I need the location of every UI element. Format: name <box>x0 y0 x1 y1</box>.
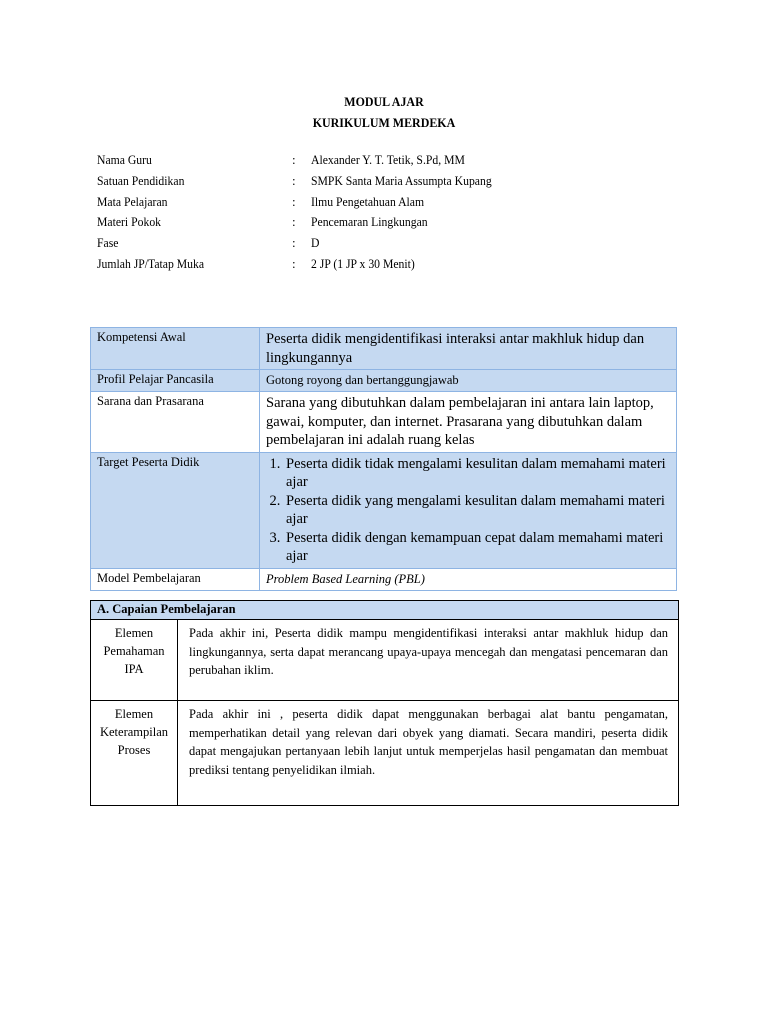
table-row <box>91 620 679 701</box>
row-label: Sarana dan Prasarana <box>91 392 260 453</box>
row-value: Sarana yang dibutuhkan dalam pembelajaran ini antara lain laptop, gawai, komputer, dan internet. Prasarana yang dibutuhkan dalam pembelajaran ini adalah ruang kelas <box>260 392 677 453</box>
info-value: Pencemaran Lingkungan <box>311 214 428 230</box>
row-label: Profil Pelajar Pancasila <box>91 370 260 392</box>
info-label: Materi Pokok <box>97 214 162 230</box>
document-subtitle: KURIKULUM MERDEKA <box>312 115 456 130</box>
table-row <box>91 452 677 568</box>
table-row <box>91 328 677 370</box>
element-name: Elemen Keterampilan Proses <box>91 701 178 806</box>
list-item: 3. Peserta didik dengan kemampuan cepat dalam memahami materi ajar <box>284 529 670 566</box>
table-row <box>91 568 677 590</box>
row-value: Problem Based Learning (PBL) <box>260 568 677 590</box>
info-label: Mata Pelajaran <box>97 193 168 209</box>
table-row <box>91 392 677 453</box>
list-item: 1. Peserta didik tidak mengalami kesulitan dalam memahami materi ajar <box>284 455 670 492</box>
info-value: Alexander Y. T. Tetik, S.Pd, MM <box>311 152 465 167</box>
document-title: MODUL AJAR <box>344 94 424 109</box>
table-row <box>91 370 677 392</box>
info-row-phase <box>97 233 617 254</box>
list-item: 2. Peserta didik yang mengalami kesulitan dalam memahami materi ajar <box>284 492 670 529</box>
info-colon: : <box>292 172 296 188</box>
info-row-hours <box>97 254 617 275</box>
identity-section <box>97 150 617 275</box>
table-row <box>91 701 679 806</box>
target-list <box>266 455 670 566</box>
info-value: SMPK Santa Maria Assumpta Kupang <box>311 172 492 188</box>
competency-table <box>90 327 677 591</box>
info-row-school <box>97 171 617 192</box>
info-colon: : <box>292 152 296 167</box>
row-label: Kompetensi Awal <box>91 328 260 370</box>
info-row-subject <box>97 192 617 213</box>
row-label: Model Pembelajaran <box>91 568 260 590</box>
info-value: 2 JP (1 JP x 30 Menit) <box>311 255 415 271</box>
section-heading: A. Capaian Pembelajaran <box>91 601 679 620</box>
info-colon: : <box>292 235 296 251</box>
info-label: Jumlah JP/Tatap Muka <box>97 255 205 271</box>
learning-outcomes-table <box>90 600 679 806</box>
table-header-row <box>91 601 679 620</box>
info-value: D <box>311 235 320 251</box>
row-value: Gotong royong dan bertanggungjawab <box>260 370 677 392</box>
info-colon: : <box>292 214 296 230</box>
info-label: Satuan Pendidikan <box>97 172 185 188</box>
row-value: Peserta didik mengidentifikasi interaksi antar makhluk hidup dan lingkungannya <box>260 328 677 370</box>
info-colon: : <box>292 255 296 271</box>
info-label: Fase <box>97 235 119 251</box>
row-value <box>260 452 677 568</box>
element-description: Pada akhir ini, Peserta didik mampu mengidentifikasi interaksi antar makhluk hidup dan lingkungannya, serta dapat merancang upaya-upaya mencegah dan mengatasi pencemaran dan perubahan iklim. <box>178 620 679 701</box>
info-value: Ilmu Pengetahuan Alam <box>311 193 425 209</box>
info-row-teacher <box>97 150 617 171</box>
info-row-topic <box>97 212 617 233</box>
info-colon: : <box>292 193 296 209</box>
element-name: Elemen Pemahaman IPA <box>91 620 178 701</box>
element-description: Pada akhir ini , peserta didik dapat menggunakan berbagai alat bantu pengamatan, memperhatikan detail yang relevan dari obyek yang diamati. Secara mandiri, peserta didik dapat mengajukan pertanyaan lebih lanjut untuk memperjelas hasil pengamatan dan membuat prediksi tentang penyelidikan ilmiah. <box>178 701 679 806</box>
row-label: Target Peserta Didik <box>91 452 260 568</box>
info-label: Nama Guru <box>97 152 152 167</box>
